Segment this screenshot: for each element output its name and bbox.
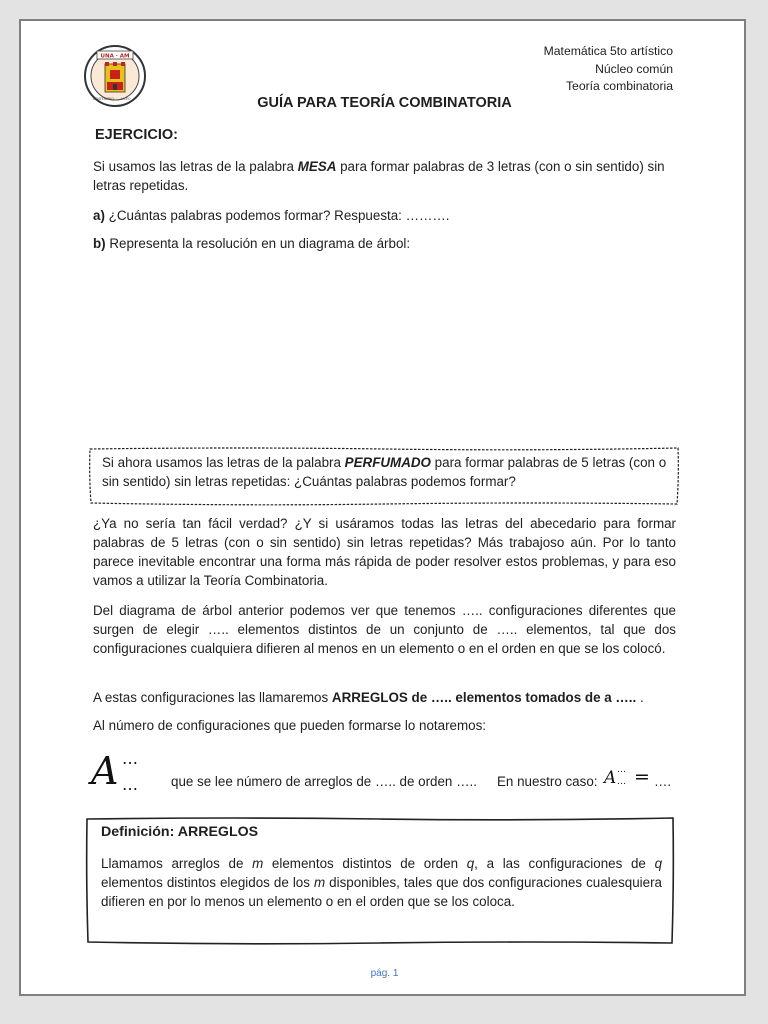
header-topic: Teoría combinatoria	[565, 79, 673, 93]
paragraph-intro: ¿Ya no sería tan fácil verdad? ¿Y si usáramos todas las letras del abecedario para formar palabras de 5 letras (con o sin sentido) sin letras repetidas? Más trabajoso aún. Por lo tanto parece inevitable encontrar una forma más rápida de poder resolver estos problemas, y para eso vamos a utilizar la Teoría Combinatoria.	[93, 516, 676, 588]
question-a: a) ¿Cuántas palabras podemos formar? Respuesta: ……….	[93, 208, 450, 223]
exercise-intro: Si usamos las letras de la palabra MESA para formar palabras de 3 letras (con o sin sentido) sin letras repetidas.	[93, 159, 665, 193]
paragraph-notation: Al número de configuraciones que pueden formarse lo notaremos:	[93, 718, 487, 733]
document-page	[19, 19, 746, 996]
logo-ring-right: LICEO	[121, 97, 131, 101]
word-mesa: MESA	[297, 159, 337, 174]
arrangement-symbol: A … …	[91, 749, 138, 794]
page-header	[544, 43, 673, 96]
question-b: b) Representa la resolución en un diagrama de árbol:	[93, 236, 411, 251]
exercise-heading: EJERCICIO:	[95, 127, 178, 143]
header-subject: Matemática 5to artístico	[543, 44, 673, 58]
definition-text: Llamamos arreglos de m elementos distintos de orden q, a las configuraciones de q elementos distintos elegidos de los m disponibles, tales que dos configuraciones cualesquiera difieren en por lo menos un elemento o en el orden que se los coloca.	[101, 856, 663, 909]
header-core: Núcleo común	[595, 61, 673, 76]
challenge-text: Si ahora usamos las letras de la palabra PERFUMADO para formar palabras de 5 letras (con o sin sentido) sin letras repetidas: ¿Cuántas palabras podemos formar?	[102, 455, 667, 489]
notation-case-label: En nuestro caso:	[497, 774, 598, 789]
paragraph-tree: Del diagrama de árbol anterior podemos ver que tenemos ….. configuraciones diferentes que surgen de elegir ….. elementos distintos de un conjunto de ….. elementos, tal que dos configuraciones cualquiera difieren al menos en un elemento o en el orden en que se los colocó.	[93, 603, 676, 656]
logo-banner: UNA · AM	[100, 53, 130, 60]
paragraph-arreglos: A estas configuraciones las llamaremos ARREGLOS de ….. elementos tomados de a ….. .	[93, 690, 644, 705]
notation-reading: que se lee número de arreglos de ….. de orden …..	[171, 774, 477, 789]
page-title: GUÍA PARA TEORÍA COMBINATORIA	[257, 95, 512, 111]
definition-heading: Definición: ARREGLOS	[101, 824, 259, 840]
logo-ring-left: CENTENARIO	[93, 97, 114, 101]
page-number: pág. 1	[370, 968, 399, 979]
word-perfumado: PERFUMADO	[344, 455, 431, 470]
notation-case-formula: A … … = ….	[604, 765, 672, 789]
